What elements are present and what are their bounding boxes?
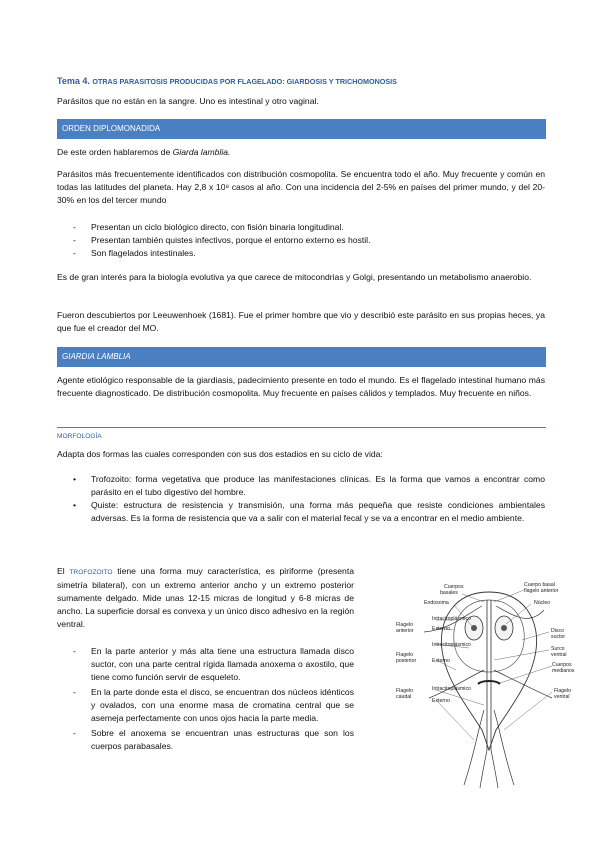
label-flagelo-posterior: Flagelo posterior (396, 652, 417, 664)
label-disco-suctor: Disco suctor (551, 628, 566, 640)
label-cuerpo-basal-flagelo: Cuerpo basal flagelo anterior (524, 582, 559, 594)
label-externo-3: Externo (432, 698, 450, 704)
section-divider (57, 427, 546, 428)
list-item: - Presentan un ciclo biológico directo, con fisión binaria longitudinal. (57, 221, 545, 234)
title-number: Tema 4. (57, 76, 90, 86)
flagellum-posterior-left (429, 670, 484, 698)
list-item: - Sobre el anoxema se encuentran unas estructuras que son los cuerpos parabasales. (57, 727, 354, 753)
tro-text: tiene una forma muy característica, es piriforme (presenta simetría bilateral), con un extremo anterior ancho y un extremo posterior sumamente delgado. Mide unas 12-15 micras de longitud y 6-8 micras de ancho. La superficie dorsal es convexa y un único disco adhesivo en la región ventral. (57, 566, 355, 629)
disco-suctor (454, 600, 524, 672)
label-intracitoplasmico-2: Intracitoplásmico (432, 642, 471, 648)
label-cuerpos-medianos: Cuerpos medianos (552, 662, 575, 674)
section1-lead (57, 146, 545, 159)
label-flagelo-ventral: Flagelo ventral (554, 688, 572, 700)
flagellum-posterior-right (494, 670, 552, 698)
label-flagelo-caudal: Flagelo caudal (396, 688, 414, 700)
list-item: - Son flagelados intestinales. (57, 247, 545, 260)
flagellum-ventral-right (494, 710, 514, 785)
endosome-right (501, 625, 507, 631)
section1-para3: Fueron descubiertos por Leeuwenhoek (1681). Fue el primer hombre que vio y describió este parásito en sus propias heces, ya que fue el creador del MO. (57, 310, 545, 333)
section2-para1: Agente etiológico responsable de la giardiasis, padecimiento presente en todo el mundo. Es el flagelado intestinal humano más frecuente diagnosticado. De distribución cosmopolita. Muy frecuente en países cálidos y templados. Muy frecuente en niños. (57, 375, 545, 398)
label-flagelo-anterior: Flagelo anterior (396, 622, 414, 634)
list-item: - Presentan también quistes infectivos, porque el entorno externo es hostil. (57, 234, 545, 247)
title-text: OTRAS PARASITOSIS PRODUCIDAS POR FLAGELADO: GIARDOSIS Y TRICHOMONOSIS (92, 77, 397, 86)
label-externo-1: Externo (432, 626, 450, 632)
flagellum-caudal-right (491, 750, 498, 788)
tro-prefix: El (57, 566, 70, 576)
label-nucleo: Núcleo (534, 600, 551, 606)
label-externo-2: Externo (432, 658, 450, 664)
tro-word: TROFOZOITO (69, 569, 113, 576)
section-heading-giardia: GIARDIA LAMBLIA (57, 347, 546, 367)
list-item: - En la parte donde esta el disco, se encuentran dos núcleos idénticos y ovalados, con una enorme masa de cromatina central que se asemeja perfectamente con unos ojos hacia la parte media. (57, 686, 354, 725)
label-endosoma: Endosoma (424, 600, 449, 606)
section1-lead-italic: Giarda lamblia. (172, 147, 231, 157)
section1-para2: Es de gran interés para la biología evolutiva ya que carece de mitocondrias y Golgi, presentando un metabolismo anaerobio. (57, 272, 532, 282)
intro-paragraph: Parásitos que no están en la sangre. Uno es intestinal y otro vaginal. (57, 96, 319, 106)
section1-bullet-list (57, 221, 545, 260)
trofozoito-paragraph (57, 565, 354, 631)
label-cuerpos-basales: Cuerpos basales (440, 584, 464, 596)
page-title (57, 75, 397, 88)
list-item: • Trofozoito: forma vegetativa que produce las manifestaciones clínicas. Es la forma que vamos a encontrar como parásito en el tubo digestivo del hombre. (57, 473, 545, 499)
giardia-trophozoite-diagram (394, 580, 584, 790)
section2-para2: Adapta dos formas las cuales corresponden con sus dos estadios en su ciclo de vida: (57, 449, 383, 459)
list-item: - En la parte anterior y más alta tiene una estructura llamada disco suctor, con una parte central rígida llamada anoxema o axostilo, que tiene como función servir de esqueleto. (57, 645, 354, 684)
section-heading-diplomonadida: ORDEN DIPLOMONADIDA (57, 119, 546, 139)
section1-lead-prefix: De este orden hablaremos de (57, 147, 173, 157)
label-intracitoplasmico-3: Intracitoplásmico (432, 686, 471, 692)
flagellum-ventral-left (464, 710, 484, 785)
median-bodies (478, 681, 500, 684)
list-item: • Quiste: estructura de resistencia y transmisión, una forma más pequeña que resiste condiciones ambientales adversas. Es la forma de resistencia que va a salir con el material fecal y se va a encontrar en el medio ambiente. (57, 499, 545, 525)
label-surco-ventral: Surco ventral (551, 646, 567, 658)
trofozoito-bullet-list (57, 645, 354, 753)
forms-list (57, 473, 545, 525)
flagellum-caudal-left (480, 750, 487, 788)
section1-para1: Parásitos más frecuentemente identificados con distribución cosmopolita. Se encuentra todo el año. Muy frecuente y común en todas las latitudes del planeta. Hay 2,8 x 10⁸ casos al año. Con una incidencia del 2-5% en países del primer mundo, y del 20-30% en los del tercer mundo (57, 169, 545, 205)
label-intracitoplasmico-1: Intracitoplásmico (432, 616, 471, 622)
subheading-morfologia: MORFOLOGÍA (57, 433, 102, 440)
